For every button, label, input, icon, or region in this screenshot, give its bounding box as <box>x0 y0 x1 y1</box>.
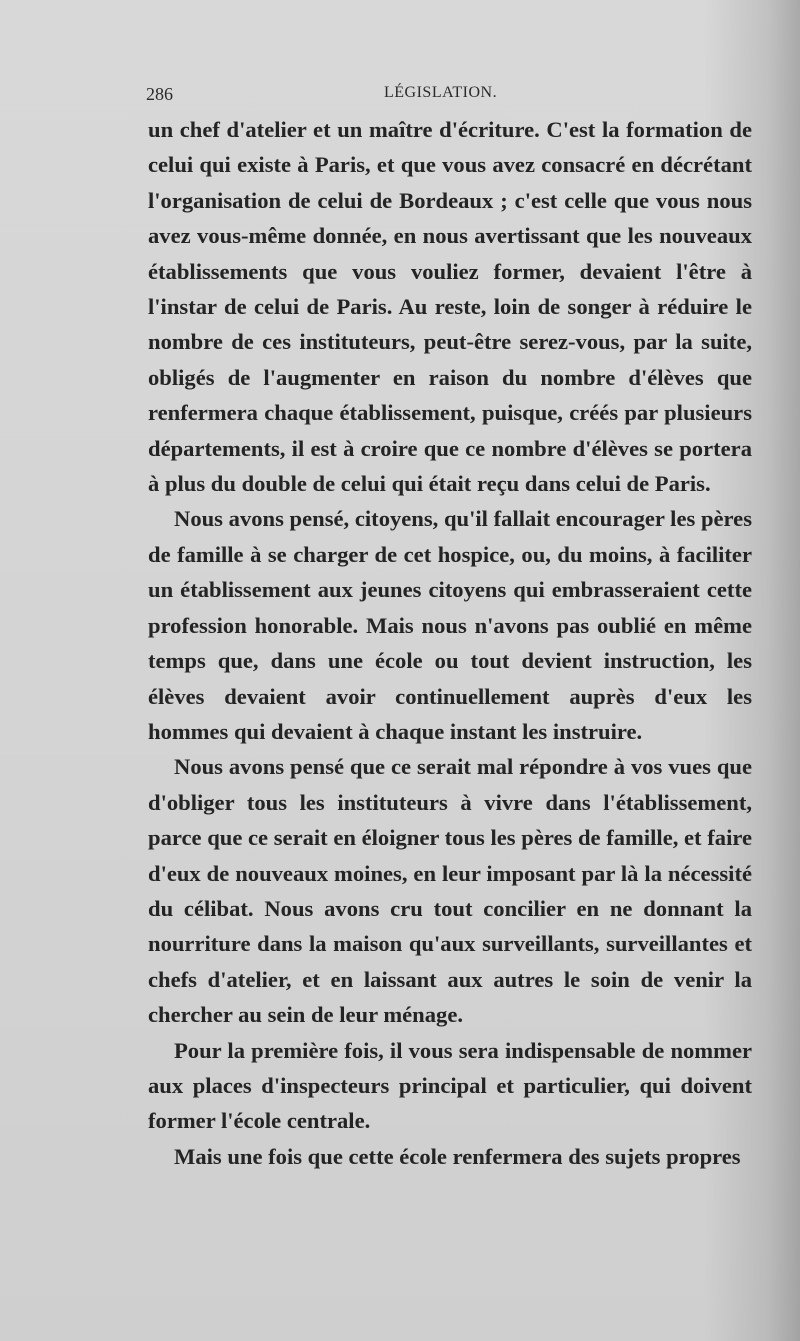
page-number: 286 <box>146 84 173 104</box>
paragraph: Nous avons pensé que ce serait mal répondre à vos vues que d'obliger tous les instituteurs à vivre dans l'établissement, parce que ce serait en éloigner tous les pères de famille, et faire d'eux de nouveaux moines, en leur imposant par là la nécessité du célibat. Nous avons cru tout concilier en ne donnant la nourriture dans la maison qu'aux surveillants, surveillantes et chefs d'atelier, et en laissant aux autres le soin de venir la chercher au sein de leur ménage. <box>148 754 752 1028</box>
body-text <box>148 112 752 1174</box>
running-title: LÉGISLATION. <box>384 84 498 101</box>
paragraph: Nous avons pensé, citoyens, qu'il fallait encourager les pères de famille à se charger de cet hospice, ou, du moins, à faciliter un établissement aux jeunes citoyens qui embrasseraient cette profession honorable. Mais nous n'avons pas oublié en même temps que, dans une école ou tout devient instruction, les élèves devaient avoir continuellement auprès d'eux les hommes qui devaient à chaque instant les instruire. <box>148 506 752 744</box>
paragraph: Mais une fois que cette école renfermera des sujets propres <box>174 1143 741 1169</box>
page-header <box>146 84 756 114</box>
paragraph-continuation: un chef d'atelier et un maître d'écriture. C'est la formation de celui qui existe à Paris, et que vous avez consacré en décrétant l'organisation de celui de Bordeaux ; c'est celle que vous nous avez vous-même donnée, en nous avertissant que les nouveaux établissements que vous vouliez former, devaient l'être à l'instar de celui de Paris. Au reste, loin de songer à réduire le nombre de ces instituteurs, peut-être serez-vous, par la suite, obligés de l'augmenter en raison du nombre d'élèves que renfermera chaque établissement, puisque, créés par plusieurs départements, il est à croire que ce nombre d'élèves se portera à plus du double de celui qui était reçu dans celui de Paris. <box>148 117 752 497</box>
paragraph: Pour la première fois, il vous sera indispensable de nommer aux places d'inspecteurs principal et particulier, qui doivent former l'école centrale. <box>148 1037 752 1134</box>
